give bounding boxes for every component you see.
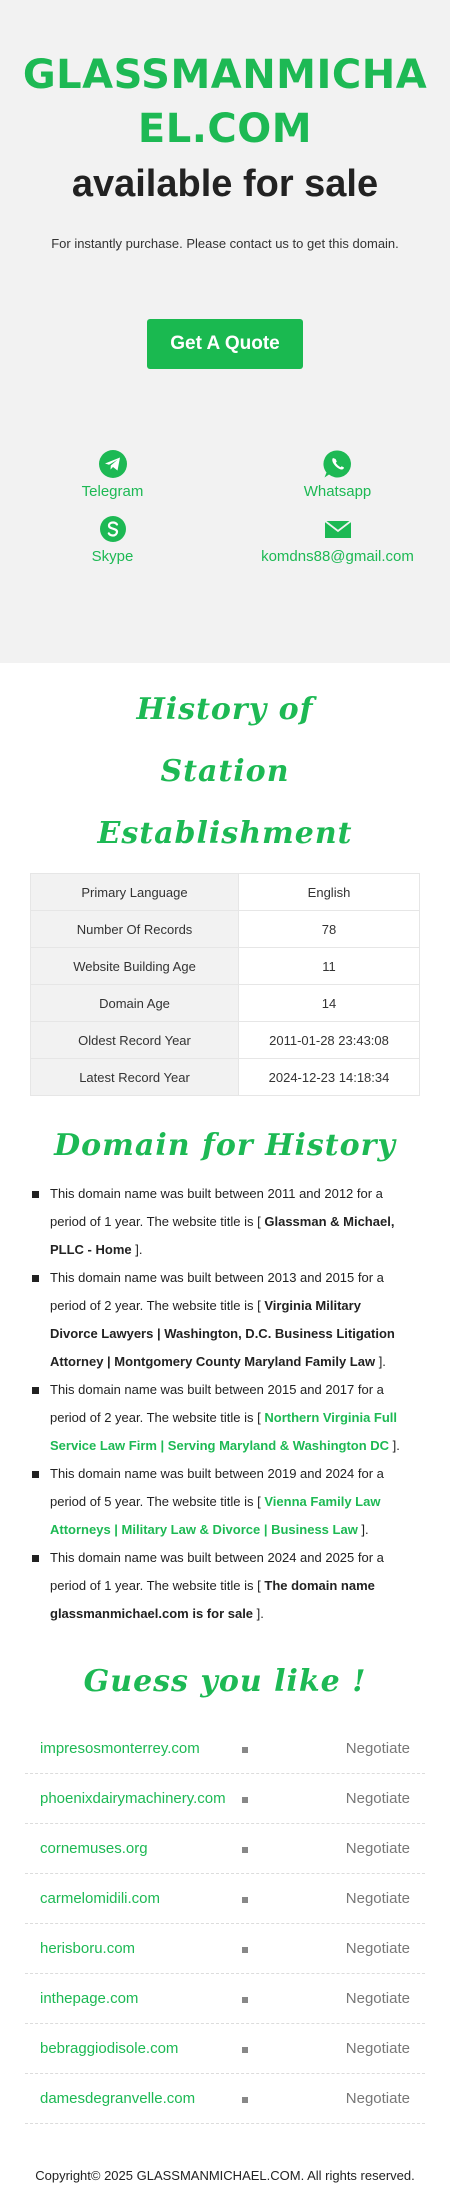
history-text-end: ]. xyxy=(253,1606,264,1621)
domain-history-section xyxy=(0,1118,450,1628)
table-key: Domain Age xyxy=(31,985,239,1022)
history-text-end: ]. xyxy=(389,1438,400,1453)
list-item xyxy=(25,1924,425,1974)
negotiate-label: Negotiate xyxy=(345,1890,410,1907)
list-item xyxy=(50,1544,410,1628)
list-item xyxy=(50,1376,410,1460)
list-item xyxy=(50,1264,410,1376)
hero-description: For instantly purchase. Please contact us to get this domain. xyxy=(51,236,399,251)
contact-list xyxy=(0,449,450,565)
history-site-title: Glassman & Michael, PLLC - Home xyxy=(50,1214,395,1257)
contact-label: Telegram xyxy=(81,483,144,500)
table-value: 14 xyxy=(239,985,420,1022)
list-item xyxy=(25,1874,425,1924)
copyright-text: Copyright© 2025 GLASSMANMICHAEL.COM. All rights reserved. xyxy=(35,2168,415,2183)
negotiate-label: Negotiate xyxy=(345,1840,410,1857)
telegram-icon xyxy=(98,449,128,479)
history-text: This domain name was built between 2015 and 2017 for a period of 2 year. The website title is [ xyxy=(50,1382,384,1425)
hero-section xyxy=(0,0,450,663)
skype-icon xyxy=(98,514,128,544)
suggested-domain-link[interactable]: phoenixdairymachinery.com xyxy=(40,1790,226,1807)
history-section xyxy=(0,663,450,1096)
history-text: This domain name was built between 2013 and 2015 for a period of 2 year. The website title is [ xyxy=(50,1270,384,1313)
table-value: 2024-12-23 14:18:34 xyxy=(239,1059,420,1096)
suggested-domain-link[interactable]: bebraggiodisole.com xyxy=(40,2040,179,2057)
contact-label: komdns88@gmail.com xyxy=(261,548,414,565)
history-title: History of Station Establishment xyxy=(97,692,353,851)
bullet-icon xyxy=(230,2090,260,2107)
bullet-icon xyxy=(230,2040,260,2057)
contact-skype[interactable] xyxy=(0,514,225,565)
suggested-domain-link[interactable]: inthepage.com xyxy=(40,1990,139,2007)
bullet-icon xyxy=(230,1990,260,2007)
history-text: This domain name was built between 2011 and 2012 for a period of 1 year. The website title is [ xyxy=(50,1186,383,1229)
guess-title: Guess you like ! xyxy=(83,1664,367,1699)
email-icon xyxy=(323,514,353,544)
table-value: 2011-01-28 23:43:08 xyxy=(239,1022,420,1059)
negotiate-label: Negotiate xyxy=(345,2090,410,2107)
history-text: This domain name was built between 2019 and 2024 for a period of 5 year. The website title is [ xyxy=(50,1466,384,1509)
suggested-domain-link[interactable]: damesdegranvelle.com xyxy=(40,2090,196,2107)
suggested-domains-list xyxy=(25,1724,425,2124)
footer xyxy=(0,2124,450,2199)
negotiate-label: Negotiate xyxy=(345,1790,410,1807)
table-row xyxy=(31,874,420,911)
bullet-icon xyxy=(230,1890,260,1907)
bullet-icon xyxy=(230,1840,260,1857)
contact-email[interactable] xyxy=(225,514,450,565)
table-value: 11 xyxy=(239,948,420,985)
domain-title: GLASSMANMICHAEL.COM xyxy=(22,52,428,152)
list-item xyxy=(25,2074,425,2124)
table-row xyxy=(31,948,420,985)
suggested-domain-link[interactable]: carmelomidili.com xyxy=(40,1890,161,1907)
contact-whatsapp[interactable] xyxy=(225,449,450,500)
table-key: Latest Record Year xyxy=(31,1059,239,1096)
bullet-icon xyxy=(230,1740,260,1757)
table-key: Primary Language xyxy=(31,874,239,911)
table-key: Number Of Records xyxy=(31,911,239,948)
list-item xyxy=(25,1824,425,1874)
list-item xyxy=(25,1974,425,2024)
domain-history-list xyxy=(50,1180,410,1628)
table-key: Website Building Age xyxy=(31,948,239,985)
negotiate-label: Negotiate xyxy=(345,1940,410,1957)
suggested-domain-link[interactable]: cornemuses.org xyxy=(40,1840,148,1857)
contact-label: Whatsapp xyxy=(303,483,372,500)
whatsapp-icon xyxy=(323,449,353,479)
history-table xyxy=(30,873,420,1096)
history-text-end: ]. xyxy=(131,1242,143,1257)
list-item xyxy=(25,1724,425,1774)
list-item xyxy=(25,1774,425,1824)
history-site-title: The domain name glassmanmichael.com is for sale xyxy=(50,1578,375,1621)
negotiate-label: Negotiate xyxy=(345,1990,410,2007)
guess-section xyxy=(0,1652,450,2124)
history-site-title: Virginia Military Divorce Lawyers | Washington, D.C. Business Litigation Attorney | Montgomery County Maryland Family Law xyxy=(50,1298,395,1369)
bullet-icon xyxy=(230,1940,260,1957)
table-row xyxy=(31,1022,420,1059)
negotiate-label: Negotiate xyxy=(345,2040,410,2057)
list-item xyxy=(50,1460,410,1544)
bullet-icon xyxy=(230,1790,260,1807)
sale-subtitle: available for sale xyxy=(71,163,379,205)
contact-label: Skype xyxy=(91,548,134,565)
list-item xyxy=(25,2024,425,2074)
table-row xyxy=(31,911,420,948)
history-site-link[interactable]: Vienna Family Law Attorneys | Military Law & Divorce | Business Law xyxy=(50,1494,381,1537)
suggested-domain-link[interactable]: herisboru.com xyxy=(40,1940,136,1957)
domain-history-title: Domain for History xyxy=(54,1128,396,1163)
table-row xyxy=(31,1059,420,1096)
table-row xyxy=(31,985,420,1022)
negotiate-label: Negotiate xyxy=(345,1740,410,1757)
list-item xyxy=(50,1180,410,1264)
history-text-end: ]. xyxy=(357,1522,369,1537)
contact-telegram[interactable] xyxy=(0,449,225,500)
history-text-end: ]. xyxy=(375,1354,386,1369)
table-key: Oldest Record Year xyxy=(31,1022,239,1059)
history-site-link[interactable]: Northern Virginia Full Service Law Firm | Serving Maryland & Washington DC xyxy=(50,1410,398,1453)
table-value: 78 xyxy=(239,911,420,948)
table-value: English xyxy=(239,874,420,911)
suggested-domain-link[interactable]: impresosmonterrey.com xyxy=(40,1740,200,1757)
history-text: This domain name was built between 2024 and 2025 for a period of 1 year. The website title is [ xyxy=(50,1550,384,1593)
get-quote-button[interactable]: Get A Quote xyxy=(147,319,303,369)
